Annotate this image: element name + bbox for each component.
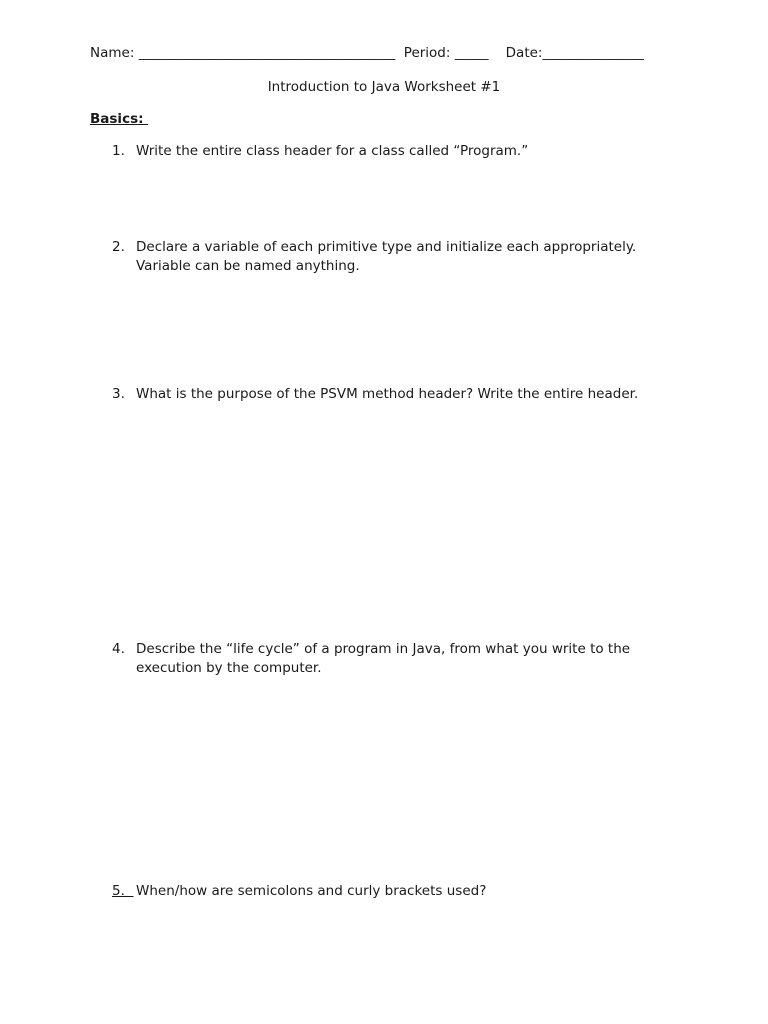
student-info-line [90,45,644,61]
date-blank: _______________ [542,45,644,61]
period-blank: _____ [454,45,489,61]
question-2 [112,238,672,276]
question-text: When/how are semicolons and curly brackets used? [136,883,487,899]
section-heading-basics: Basics: [90,111,149,127]
question-number: 3. [112,386,125,402]
question-number: 5. [112,883,134,899]
question-4 [112,640,672,678]
question-number: 2. [112,239,125,255]
question-text: What is the purpose of the PSVM method header? Write the entire header. [136,386,639,402]
question-number: 1. [112,143,125,159]
question-5 [112,882,672,901]
question-text: Declare a variable of each primitive type and initialize each appropriately. Variable can be named anything. [136,239,637,274]
question-number: 4. [112,641,125,657]
date-label: Date: [505,45,543,61]
question-3 [112,385,672,404]
question-text: Write the entire class header for a class called “Program.” [136,143,529,159]
period-label: Period: [403,45,451,61]
worksheet-title: Introduction to Java Worksheet #1 [267,79,501,95]
name-label: Name: [90,45,135,61]
question-1 [112,142,672,161]
question-text: Describe the “life cycle” of a program in Java, from what you write to the execution by the computer. [136,641,631,676]
name-blank: ______________________________________ [138,45,396,61]
